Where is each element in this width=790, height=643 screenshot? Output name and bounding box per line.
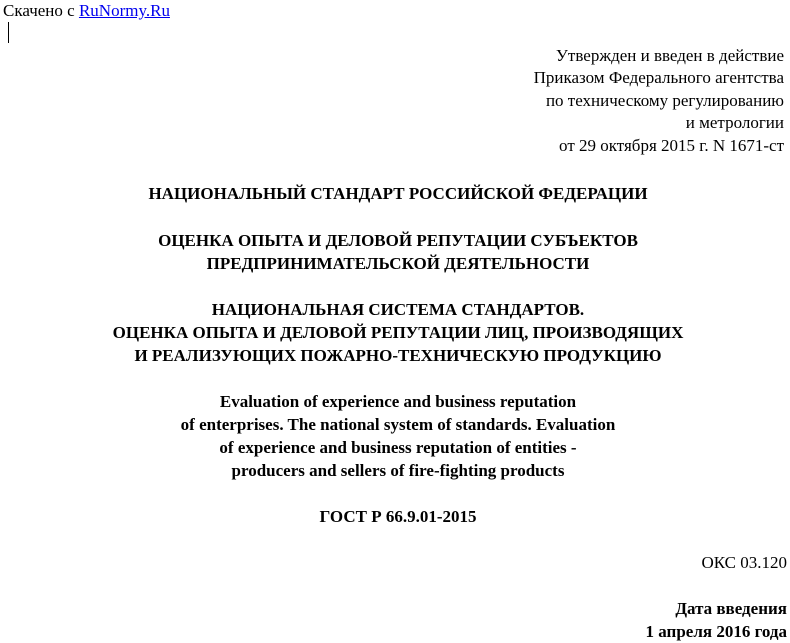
english-title-line: Evaluation of experience and business reputation: [219, 392, 577, 411]
english-title-line: producers and sellers of fire-fighting products: [231, 461, 565, 480]
introduction-date-block: [646, 597, 787, 643]
approval-line: по техническому регулированию: [545, 90, 784, 110]
oks-code: ОКС 03.120: [701, 553, 787, 572]
approval-line: от 29 октября 2015 г. N 1671-ст: [559, 135, 784, 155]
approval-block: [384, 45, 784, 157]
title-group-line: ОЦЕНКА ОПЫТА И ДЕЛОВОЙ РЕПУТАЦИИ СУБЪЕКТОВ: [158, 231, 638, 250]
title-specific-line: И РЕАЛИЗУЮЩИХ ПОЖАРНО-ТЕХНИЧЕСКУЮ ПРОДУКЦИЮ: [134, 346, 662, 365]
approval-line: и метрологии: [685, 113, 784, 133]
title-specific-line: ОЦЕНКА ОПЫТА И ДЕЛОВОЙ РЕПУТАЦИИ ЛИЦ, ПРОИЗВОДЯЩИХ: [112, 323, 684, 342]
approval-line: Утвержден и введен в действие: [555, 46, 784, 65]
text-cursor: [8, 22, 9, 43]
english-title-line: of enterprises. The national system of standards. Evaluation: [180, 415, 616, 434]
title-specific-line: НАЦИОНАЛЬНАЯ СИСТЕМА СТАНДАРТОВ.: [211, 300, 585, 319]
title-group-line: ПРЕДПРИНИМАТЕЛЬСКОЙ ДЕЯТЕЛЬНОСТИ: [206, 254, 590, 273]
introduction-label: Дата введения: [675, 599, 787, 618]
introduction-date: 1 апреля 2016 года: [645, 622, 787, 641]
title-specific-heading: [0, 298, 790, 367]
designation-text: ГОСТ Р 66.9.01-2015: [319, 507, 477, 526]
standard-type-text: НАЦИОНАЛЬНЫЙ СТАНДАРТ РОССИЙСКОЙ ФЕДЕРАЦИИ: [148, 184, 648, 203]
title-group-heading: [0, 229, 790, 275]
english-title: [0, 390, 790, 482]
source-link[interactable]: RuNormy.Ru: [78, 1, 170, 20]
standard-type-heading: [0, 182, 790, 205]
approval-line: Приказом Федерального агентства: [533, 68, 784, 88]
source-prefix: Скачено с: [3, 1, 79, 20]
english-title-line: of experience and business reputation of entities -: [219, 438, 577, 457]
source-line: [3, 1, 170, 21]
standard-designation: [0, 505, 790, 528]
